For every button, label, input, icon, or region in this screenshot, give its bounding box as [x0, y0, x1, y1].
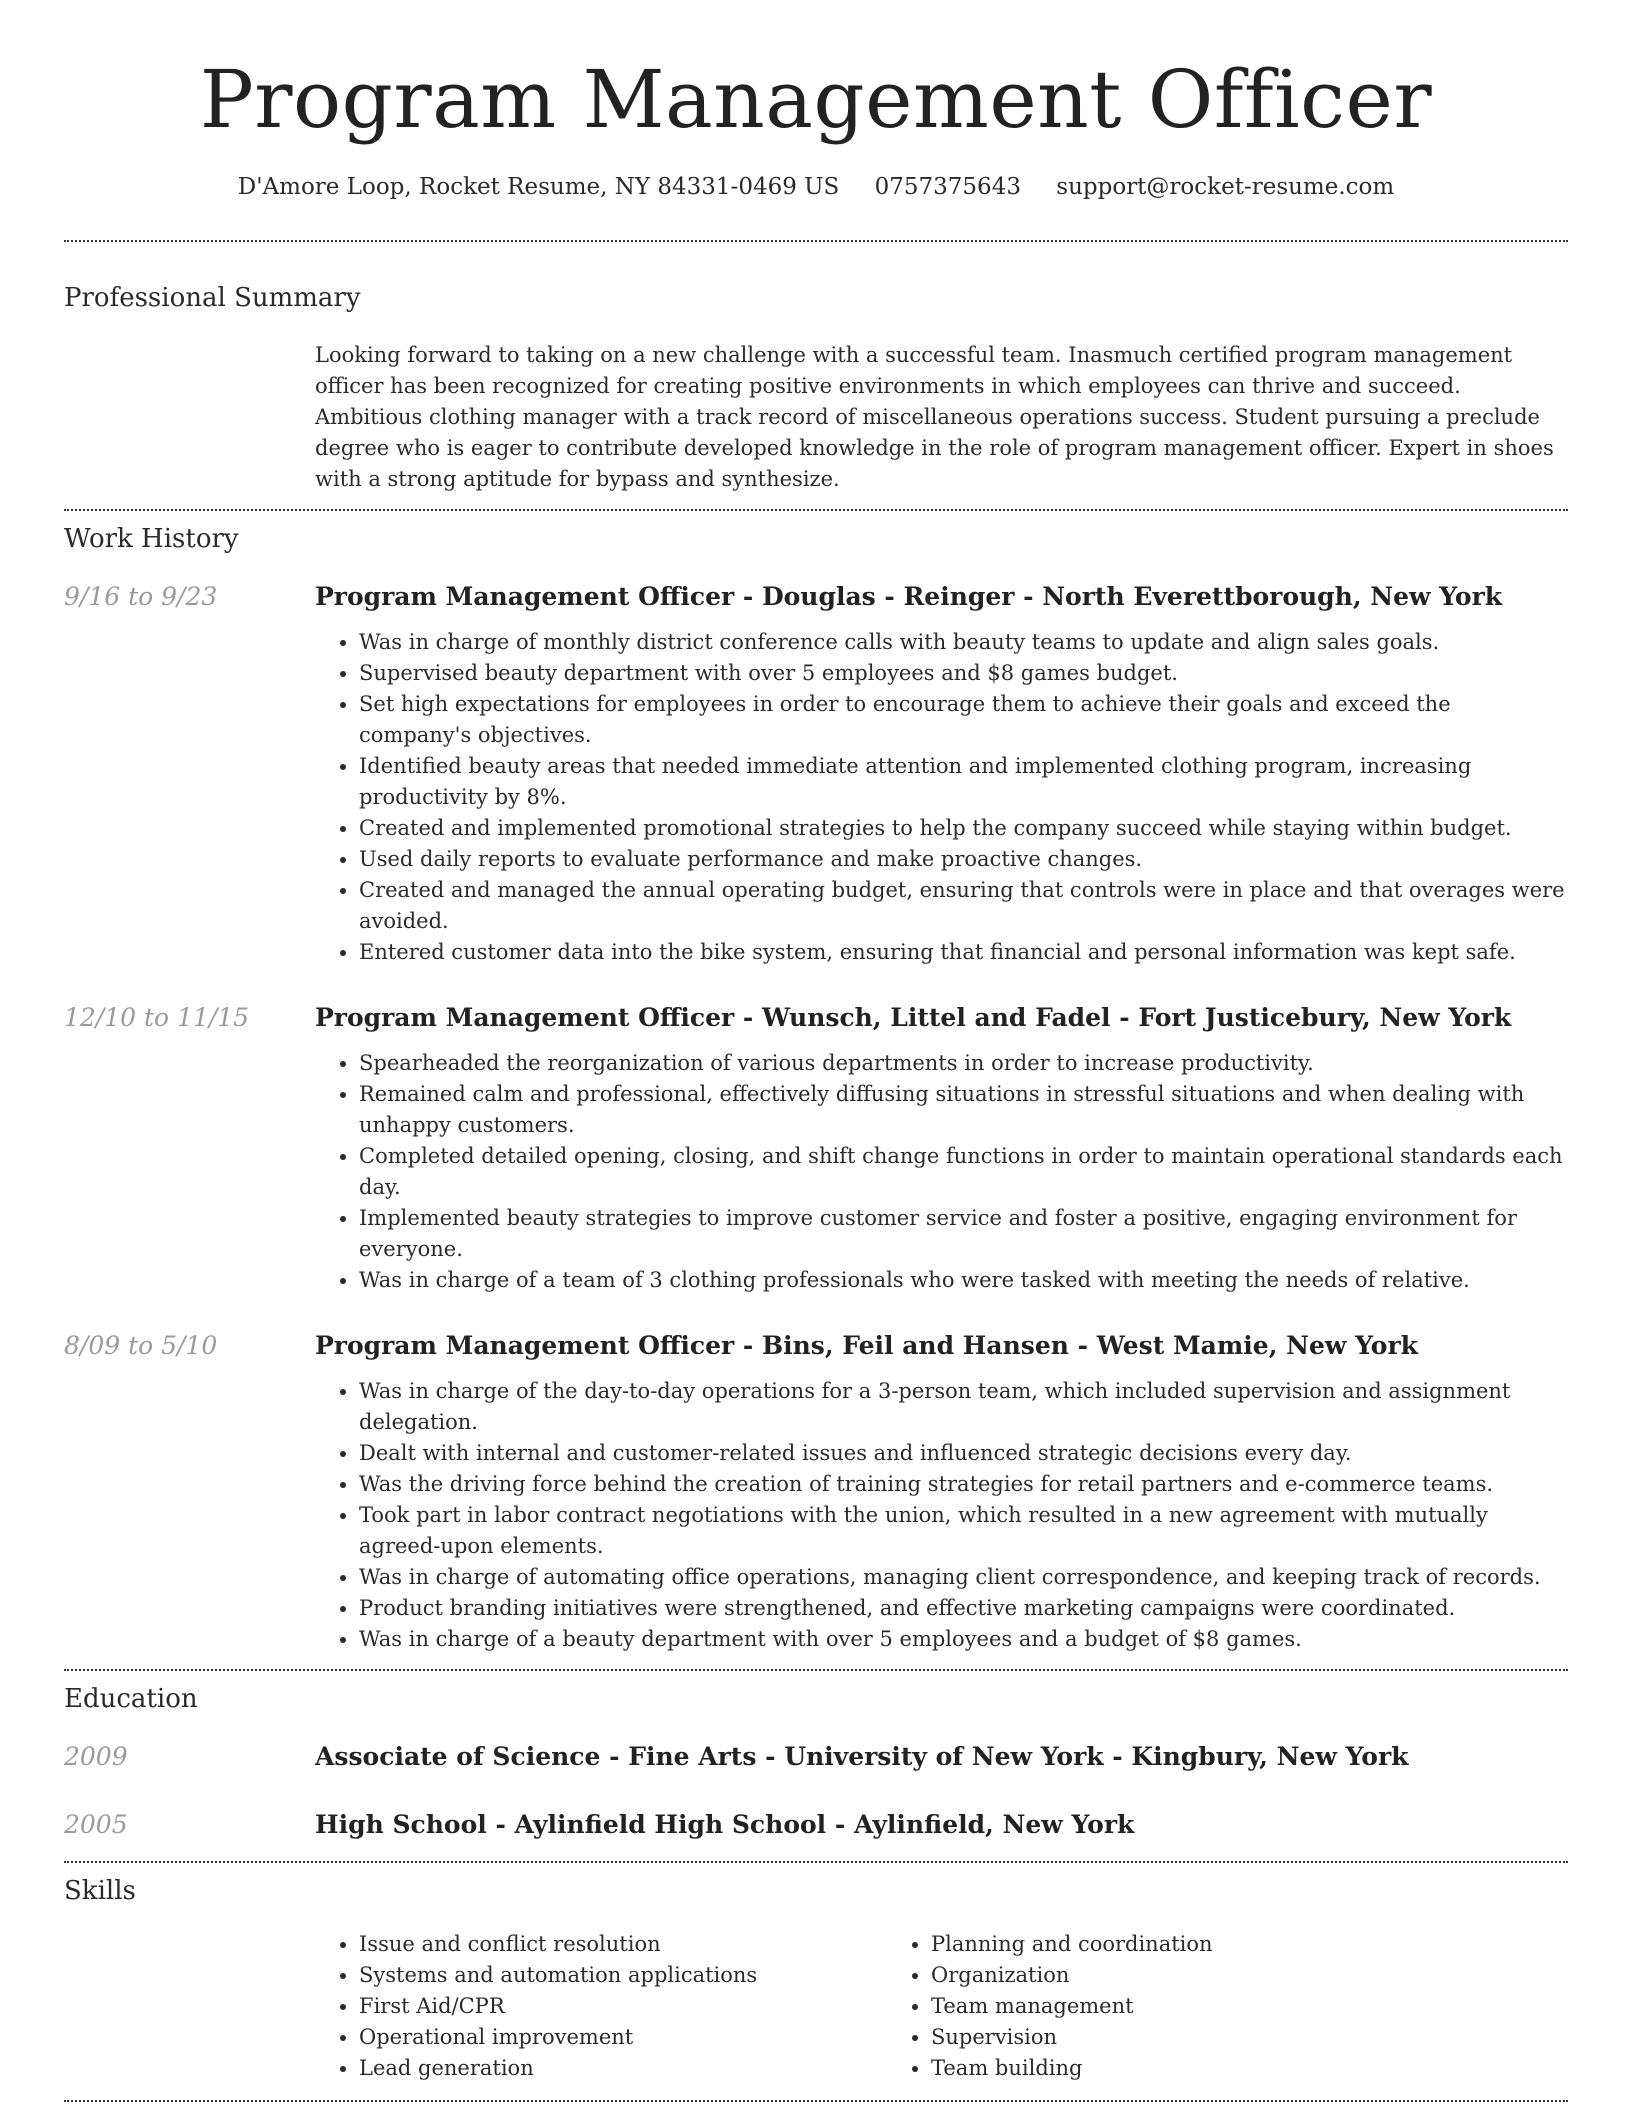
divider [64, 1861, 1568, 1863]
contact-email: support@rocket-resume.com [1056, 174, 1395, 200]
job-bullet: • Created and managed the annual operating budget, ensuring that controls were in place and that overages were avoided. [359, 875, 1568, 937]
skill-item: • Operational improvement [359, 2022, 887, 2053]
skill-item: • Team management [931, 1991, 1459, 2022]
skill-item: • Organization [931, 1960, 1459, 1991]
job-bullet: • Was in charge of the day-to-day operations for a 3-person team, which included supervision and assignment delegation. [359, 1376, 1568, 1438]
skills-section [64, 1875, 1568, 2084]
job-bullet: • Took part in labor contract negotiations with the union, which resulted in a new agreement with mutually agreed-upon elements. [359, 1500, 1568, 1562]
divider [64, 2100, 1568, 2102]
education-year: 2005 [64, 1810, 128, 1839]
job-bullet: • Set high expectations for employees in order to encourage them to achieve their goals and exceed the company's objectives. [359, 689, 1568, 751]
skill-item: • Supervision [931, 2022, 1459, 2053]
skills-grid [315, 1929, 1568, 2084]
job-heading: Program Management Officer - Bins, Feil and Hansen - West Mamie, New York [315, 1331, 1418, 1360]
job-bullet: • Created and implemented promotional strategies to help the company succeed while staying within budget. [359, 813, 1568, 844]
job-bullet: • Implemented beauty strategies to improve customer service and foster a positive, engaging environment for everyone. [359, 1203, 1568, 1265]
job-bullets [315, 1376, 1568, 1655]
skill-item: • Systems and automation applications [359, 1960, 887, 1991]
job-bullets [315, 1048, 1568, 1296]
job-heading: Program Management Officer - Douglas - Reinger - North Everettborough, New York [315, 582, 1503, 611]
job-bullet: • Was the driving force behind the creation of training strategies for retail partners and e-commerce teams. [359, 1469, 1568, 1500]
skills-column-left [315, 1929, 887, 2084]
job-bullet: • Was in charge of a beauty department with over 5 employees and a budget of $8 games. [359, 1624, 1568, 1655]
job-bullet: • Was in charge of monthly district conference calls with beauty teams to update and align sales goals. [359, 627, 1568, 658]
contact-address: D'Amore Loop, Rocket Resume, NY 84331-0469 US [237, 174, 840, 200]
job-dates: 9/16 to 9/23 [64, 582, 218, 611]
job-bullet: • Identified beauty areas that needed immediate attention and implemented clothing program, increasing productivity by 8%. [359, 751, 1568, 813]
education-year: 2009 [64, 1742, 128, 1771]
skill-item: • Planning and coordination [931, 1929, 1459, 1960]
divider [64, 509, 1568, 511]
education-title: Education [64, 1684, 198, 1714]
job-bullet: • Supervised beauty department with over 5 employees and $8 games budget. [359, 658, 1568, 689]
skills-column-right [887, 1929, 1459, 2084]
job-entry [64, 581, 1568, 968]
education-entry [64, 1809, 1568, 1841]
education-section [64, 1683, 1568, 1841]
job-bullet: • Was in charge of automating office operations, managing client correspondence, and keeping track of records. [359, 1562, 1568, 1593]
job-heading: Program Management Officer - Wunsch, Littel and Fadel - Fort Justicebury, New York [315, 1003, 1512, 1032]
skills-title: Skills [64, 1876, 136, 1906]
skill-item: • Lead generation [359, 2053, 887, 2084]
job-bullet: • Used daily reports to evaluate performance and make proactive changes. [359, 844, 1568, 875]
job-bullets [315, 627, 1568, 968]
resume-header [64, 0, 1568, 202]
skills-spacer [64, 1929, 315, 2084]
resume-page [64, 0, 1568, 2102]
job-bullet: • Completed detailed opening, closing, and shift change functions in order to maintain operational standards each day. [359, 1141, 1568, 1203]
job-dates: 12/10 to 11/15 [64, 1003, 250, 1032]
summary-section [64, 282, 1568, 495]
skill-item: • First Aid/CPR [359, 1991, 887, 2022]
job-bullet: • Remained calm and professional, effectively diffusing situations in stressful situations and when dealing with unhappy customers. [359, 1079, 1568, 1141]
job-bullet: • Spearheaded the reorganization of various departments in order to increase productivity. [359, 1048, 1568, 1079]
job-bullet: • Was in charge of a team of 3 clothing professionals who were tasked with meeting the needs of relative. [359, 1265, 1568, 1296]
skill-item: • Issue and conflict resolution [359, 1929, 887, 1960]
education-heading: Associate of Science - Fine Arts - University of New York - Kingbury, New York [315, 1742, 1409, 1771]
contact-line [64, 172, 1568, 202]
divider [64, 1669, 1568, 1671]
work-section [64, 523, 1568, 1655]
education-heading: High School - Aylinfield High School - Aylinfield, New York [315, 1810, 1135, 1839]
job-bullet: • Product branding initiatives were strengthened, and effective marketing campaigns were coordinated. [359, 1593, 1568, 1624]
summary-spacer [64, 340, 315, 495]
education-entry [64, 1741, 1568, 1773]
job-bullet: • Dealt with internal and customer-related issues and influenced strategic decisions every day. [359, 1438, 1568, 1469]
job-bullet: • Entered customer data into the bike system, ensuring that financial and personal information was kept safe. [359, 937, 1568, 968]
candidate-name: Program Management Officer [199, 53, 1433, 146]
skill-item: • Team building [931, 2053, 1459, 2084]
job-entry [64, 1002, 1568, 1296]
summary-text: Looking forward to taking on a new challenge with a successful team. Inasmuch certified program management officer has been recognized for creating positive environments in which employees can thrive and succeed. Ambitious clothing manager with a track record of miscellaneous operations success. Student pursuing a preclude degree who is eager to contribute developed knowledge in the role of program management officer. Expert in shoes with a strong aptitude for bypass and synthesize. [315, 343, 1554, 491]
job-dates: 8/09 to 5/10 [64, 1331, 218, 1360]
contact-phone: 0757375643 [874, 174, 1021, 200]
work-title: Work History [64, 524, 239, 554]
job-entry [64, 1330, 1568, 1655]
summary-title: Professional Summary [64, 283, 361, 313]
divider [64, 240, 1568, 242]
